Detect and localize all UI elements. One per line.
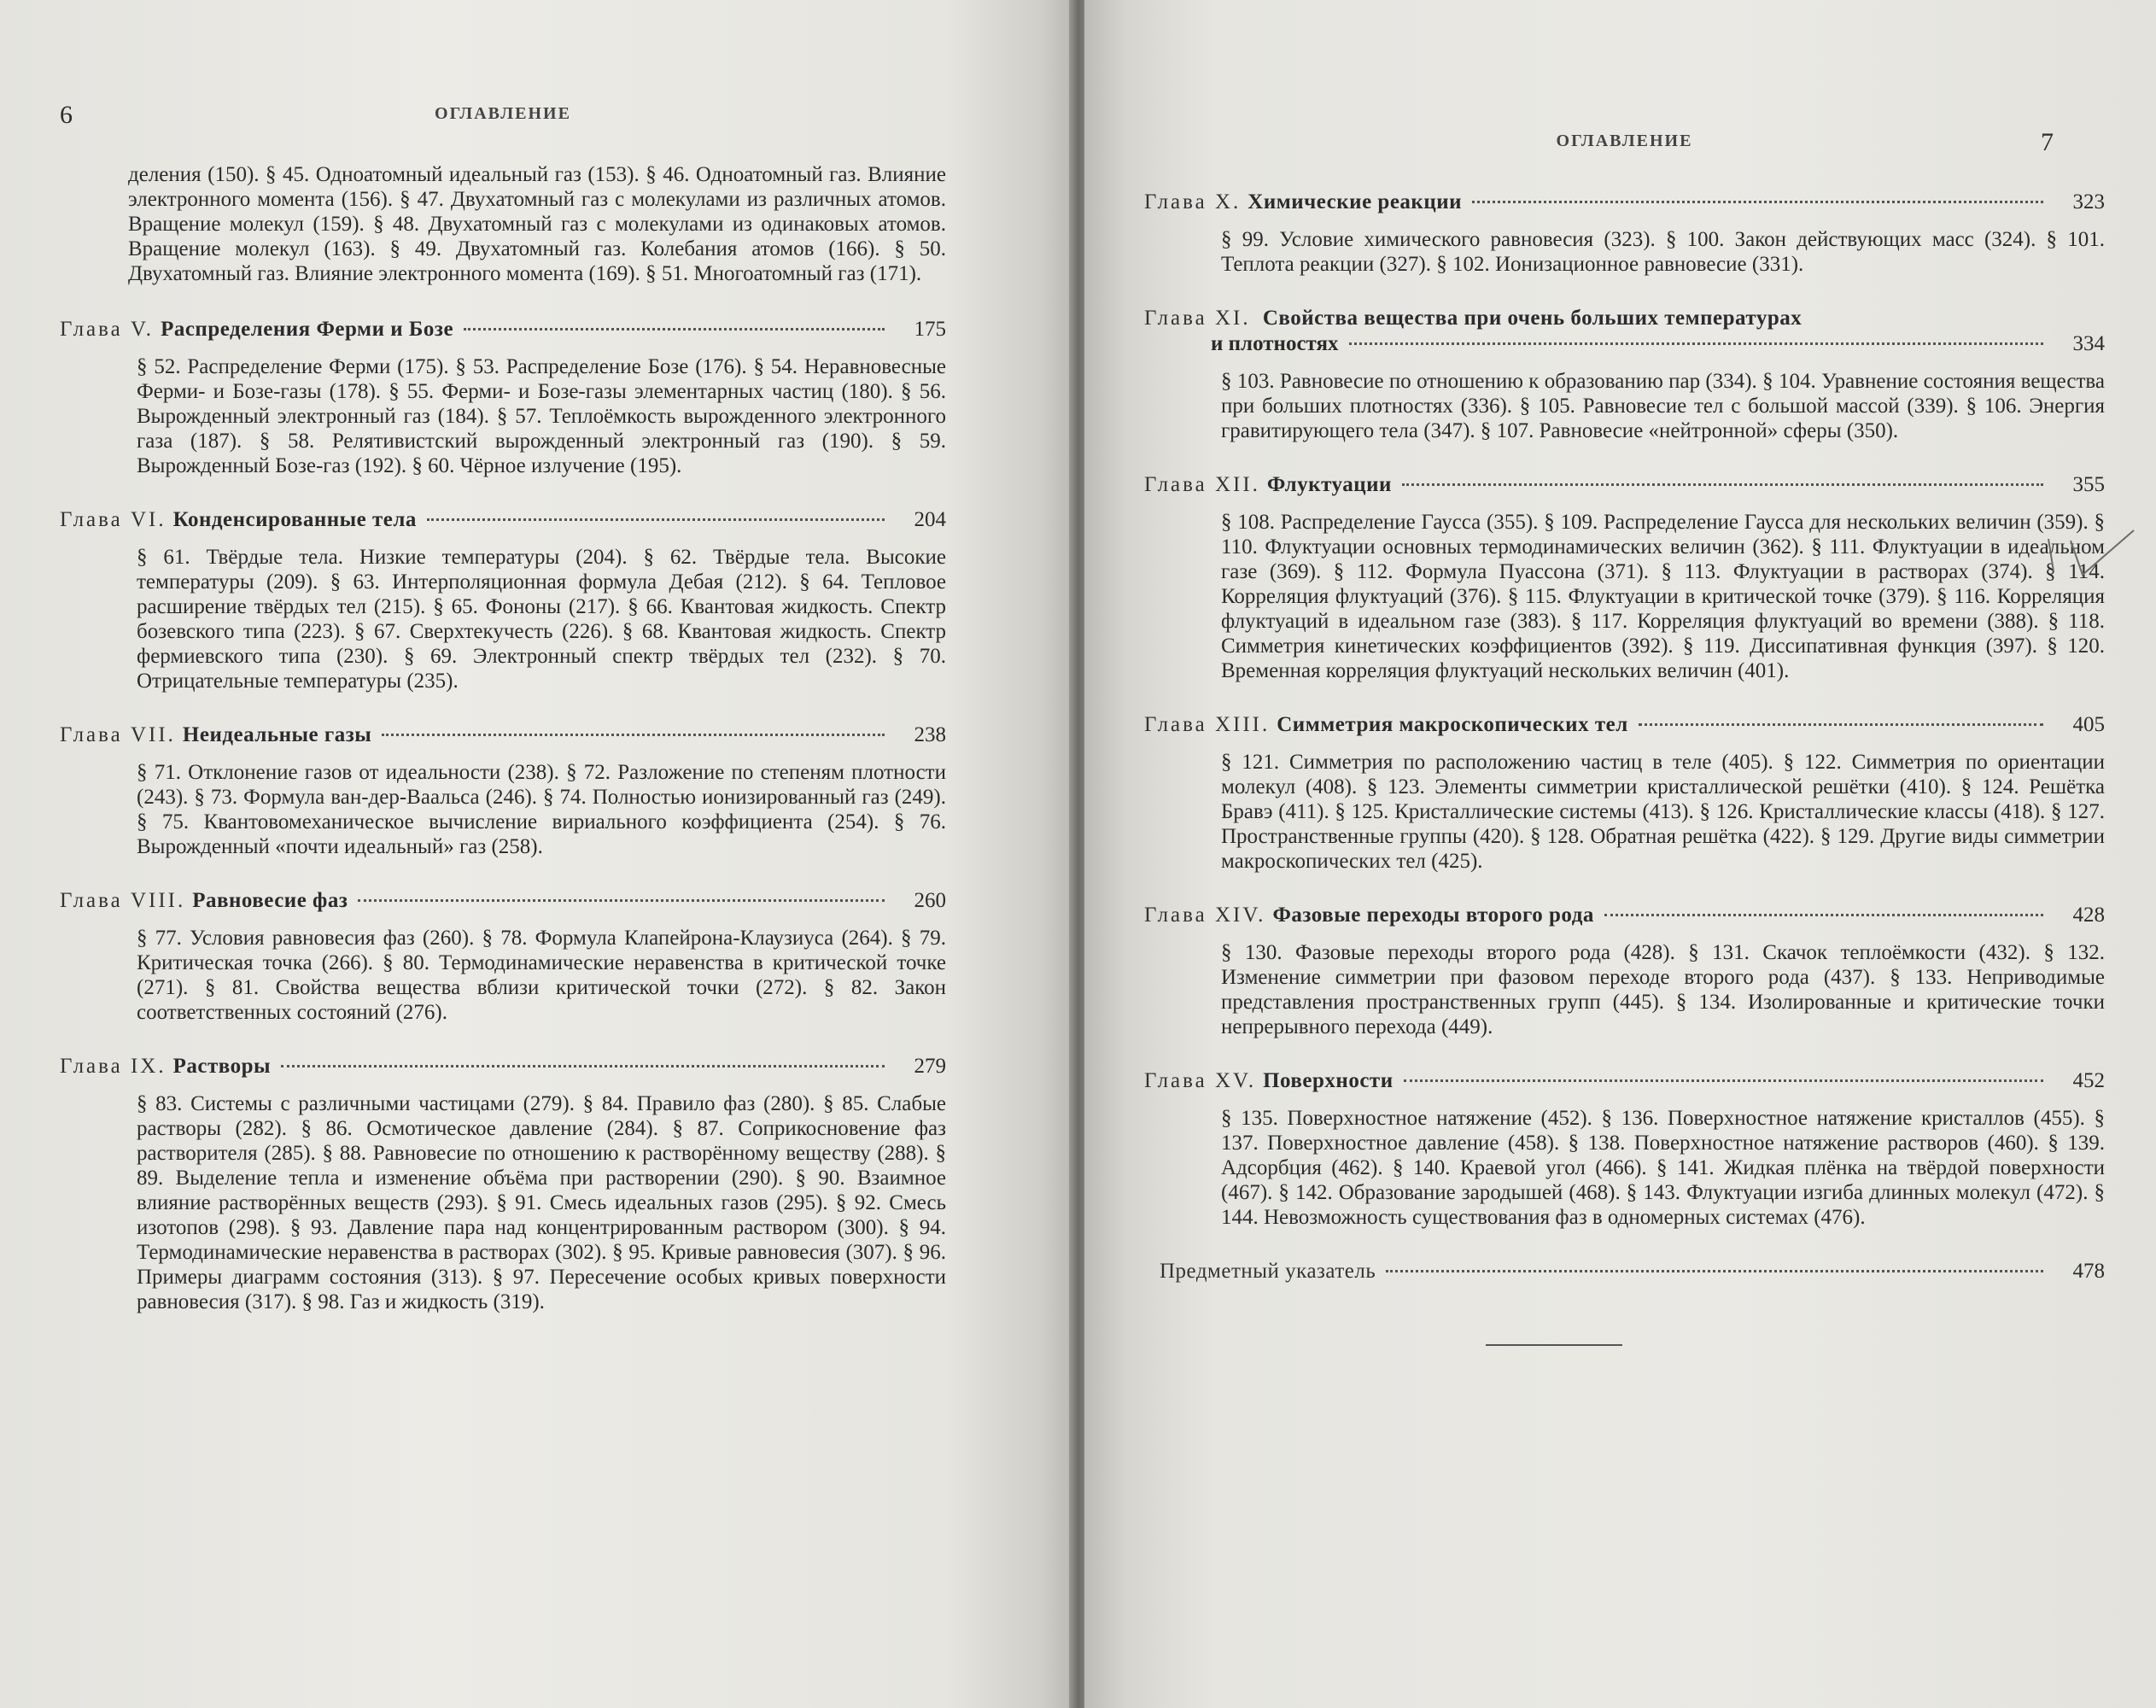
chapter-page: 175: [914, 318, 946, 341]
chapter-sections: § 130. Фазовые переходы второго рода (428). § 131. Скачок теплоёмкости (432). § 132. Изменение симметрии при фазовом переходе второго рода (437). § 133. Неприводимые представления пространственных групп (445). § 134. Изолированные и критические точки непрерывного перехода (449).: [1221, 941, 2105, 1038]
dot-leader: [382, 733, 885, 736]
chapter-label: Глава IX.: [60, 1055, 167, 1078]
chapter-sections: § 52. Распределение Ферми (175). § 53. Распределение Бозе (176). § 54. Неравновесные Ферми- и Бозе-газы (178). § 55. Ферми- и Бозе-газы элементарных частиц (180). § 56. Вырожденный электронный газ (184). § 57. Теплоёмкость вырожденного электронного газа (187). § 58. Релятивистский вырожденный электронный газ (190). § 59. Вырожденный Бозе-газ (192). § 60. Чёрное излучение (195).: [137, 355, 946, 477]
chapter-heading: [60, 1054, 946, 1079]
chapter-title: Растворы: [172, 1055, 272, 1078]
chapter-sections: § 83. Системы с различными частицами (279). § 84. Правило фаз (280). § 85. Слабые растворы (282). § 86. Осмотическое давление (284). § 87. Соприкосновение фаз растворителя (285). § 88. Равновесие по отношению к растворённому веществу (288). § 89. Выделение тепла и изменение объёма при растворении (290). § 90. Взаимное влияние растворённых веществ (293). § 91. Смесь идеальных газов (295). § 92. Смесь изотопов (298). § 93. Давление пара над концентрированным раствором (300). § 94. Термодинамические неравенства в растворах (302). § 95. Кривые равновесия (307). § 96. Примеры диаграмм состояния (313). § 97. Пересечение особых кривых поверхности равновесия (317). § 98. Газ и жидкость (319).: [137, 1092, 946, 1313]
chapter-title: Поверхности: [1263, 1069, 1394, 1092]
chapter-sections: § 99. Условие химического равновесия (323). § 100. Закон действующих масс (324). § 101. Теплота реакции (327). § 102. Ионизационное равновесие (331).: [1221, 228, 2105, 276]
chapter-ix: [60, 1054, 946, 1314]
chapter-vii: [60, 722, 946, 859]
chapter-label: Глава XIV.: [1144, 904, 1266, 927]
chapter-heading: [1144, 1068, 2105, 1094]
chapter-heading: [60, 888, 946, 914]
subject-index-label: Предметный указатель: [1160, 1260, 1376, 1283]
end-rule: [1486, 1344, 1622, 1346]
chapter-title: Распределения Ферми и Бозе: [161, 318, 454, 341]
chapter-vi: [60, 507, 946, 693]
chapter-page: 238: [914, 723, 946, 746]
dot-leader: [1472, 200, 2043, 203]
dot-leader: [1404, 1079, 2043, 1082]
chapter-label: Глава VIII.: [60, 889, 186, 912]
chapter-xiii: [1144, 712, 2105, 874]
subject-index-entry: [1144, 1259, 2105, 1284]
dot-leader: [281, 1064, 885, 1068]
chapter-title: Флуктуации: [1266, 473, 1392, 496]
chapter-sections: § 103. Равновесие по отношению к образованию пар (334). § 104. Уравнение состояния вещества при больших плотностях (336). § 105. Равновесие тел с большой массой (339). § 106. Энергия гравитирующего тела (347). § 107. Равновесие «нейтронной» сферы (350).: [1221, 370, 2105, 442]
chapter-sections: § 71. Отклонение газов от идеальности (238). § 72. Разложение по степеням плотности (243). § 73. Формула ван-дер-Ваальса (246). § 74. Полностью ионизированный газ (249). § 75. Квантовомеханическое вычисление вириального коэффициента (254). § 76. Вырожденный «почти идеальный» газ (258).: [137, 761, 946, 858]
running-title-left: ОГЛАВЛЕНИЕ: [435, 104, 571, 123]
chapter-title-continued: и плотностях: [1211, 332, 1339, 355]
pencil-checkmark-icon: [2045, 524, 2139, 592]
right-page: [1084, 0, 2156, 1708]
dot-leader: [1349, 342, 2043, 345]
chapter-xv: [1144, 1068, 2105, 1230]
chapter-sections: § 61. Твёрдые тела. Низкие температуры (204). § 62. Твёрдые тела. Высокие температуры (209). § 63. Интерполяционная формула Дебая (212). § 64. Тепловое расширение твёрдых тел (215). § 65. Фононы (217). § 66. Квантовая жидкость. Спектр бозевского типа (223). § 67. Сверхтекучесть (226). § 68. Квантовая жидкость. Спектр фермиевского типа (230). § 69. Электронный спектр твёрдых тел (232). § 70. Отрицательные температуры (235).: [137, 546, 946, 693]
subject-index-page: 478: [2072, 1260, 2105, 1283]
chapter-heading: [1144, 472, 2105, 498]
chapter-title: Химические реакции: [1247, 190, 1463, 214]
chapter-heading: [1144, 712, 2105, 738]
chapter-title: Свойства вещества при очень больших температурах: [1262, 307, 1803, 330]
chapter-v: [60, 317, 946, 478]
chapter-heading: [60, 317, 946, 342]
chapter-page: 323: [2072, 190, 2105, 214]
chapter-label: Глава X.: [1144, 190, 1242, 214]
chapter-heading: [60, 722, 946, 748]
chapter-title: Неидеальные газы: [182, 723, 372, 746]
chapter-title-line-1: [1144, 306, 2054, 331]
dot-leader: [358, 898, 885, 902]
chapter-sections: § 108. Распределение Гаусса (355). § 109. Распределение Гаусса для нескольких величин (359). § 110. Флуктуации основных термодинамических величин (362). § 111. Флуктуации в идеальном газе (369). § 112. Формула Пуассона (371). § 113. Флуктуации в растворах (374). § 114. Корреляция флуктуаций (376). § 115. Флуктуации в критической точке (379). § 116. Корреляция флуктуаций в идеальном газе (383). § 117. Корреляция флуктуаций во времени (388). § 118. Симметрия кинетических коэффициентов (392). § 119. Диссипативная функция (397). § 120. Временная корреляция флуктуаций нескольких величин (401).: [1221, 511, 2105, 682]
chapter-label: Глава XIII.: [1144, 713, 1271, 736]
chapter-label: Глава XI.: [1144, 307, 1251, 330]
dot-leader: [464, 327, 885, 330]
chapter-page: 279: [914, 1055, 946, 1078]
left-running-head: [60, 101, 946, 137]
dot-leader: [1639, 722, 2043, 726]
dot-leader: [1604, 913, 2043, 916]
continuation-text: деления (150). § 45. Одноатомный идеальный газ (153). § 46. Одноатомный газ. Влияние электронного момента (156). § 47. Двухатомный газ с молекулами из различных атомов. Вращение молекул (159). § 48. Двухатомный газ с молекулами из одинаковых атомов. Вращение молекул (163). § 49. Двухатомный газ. Колебания атомов (166). § 50. Двухатомный газ. Влияние электронного момента (169). § 51. Многоатомный газ (171).: [128, 163, 946, 285]
chapter-heading: [1144, 306, 2105, 357]
chapter-label: Глава VI.: [60, 508, 167, 531]
chapter-title: Конденсированные тела: [172, 508, 417, 531]
chapter-page: 355: [2072, 473, 2105, 496]
chapter-viii: [60, 888, 946, 1025]
chapter-title: Равновесие фаз: [192, 889, 348, 912]
dot-leader: [427, 518, 885, 521]
chapter-title: Симметрия макроскопических тел: [1277, 713, 1628, 736]
chapter-title-line-2: [1144, 331, 2054, 357]
right-running-head: [1144, 128, 2105, 164]
chapter-page: 405: [2072, 713, 2105, 736]
chapter-xiv: [1144, 903, 2105, 1039]
chapter-label: Глава V.: [60, 318, 155, 341]
chapter-label: Глава XII.: [1144, 473, 1260, 496]
chapter-page: 260: [914, 889, 946, 912]
chapter-sections: § 135. Поверхностное натяжение (452). § 136. Поверхностное натяжение кристаллов (455). § 137. Поверхностное давление (458). § 138. Поверхностное натяжение растворов (460). § 139. Адсорбция (462). § 140. Краевой угол (466). § 141. Жидкая плёнка на твёрдой поверхности (467). § 142. Образование зародышей (468). § 143. Флуктуации изгиба длинных молекул (472). § 144. Невозможность существования фаз в одномерных системах (476).: [1221, 1107, 2105, 1229]
chapter-page: 204: [914, 508, 946, 531]
left-page: [0, 0, 1074, 1708]
chapter-heading: [60, 507, 946, 533]
dot-leader: [1402, 483, 2043, 486]
chapter-xii: [1144, 472, 2105, 683]
dot-leader: [1386, 1269, 2043, 1272]
chapter-heading: [1144, 190, 2105, 215]
chapter-x: [1144, 190, 2105, 277]
chapter-label: Глава XV.: [1144, 1069, 1257, 1092]
page-number-right: 7: [2041, 128, 2054, 156]
chapter-sections: § 121. Симметрия по расположению частиц в теле (405). § 122. Симметрия по ориентации молекул (408). § 123. Элементы симметрии кристаллической решётки (410). § 124. Решётка Бравэ (411). § 125. Кристаллические системы (413). § 126. Кристаллические классы (418). § 127. Пространственные группы (420). § 128. Обратная решётка (422). § 129. Другие виды симметрии макроскопических тел (425).: [1221, 751, 2105, 873]
chapter-page: 334: [2072, 332, 2105, 355]
chapter-heading: [1144, 903, 2105, 928]
chapter-page: 428: [2072, 904, 2105, 927]
chapter-sections: § 77. Условия равновесия фаз (260). § 78. Формула Клапейрона-Клаузиуса (264). § 79. Критическая точка (266). § 80. Термодинамические неравенства в критической точке (271). § 81. Свойства вещества вблизи критической точки (272). § 82. Закон соответственных состояний (276).: [137, 927, 946, 1024]
chapter-title: Фазовые переходы второго рода: [1272, 904, 1594, 927]
chapter-xi: [1144, 306, 2105, 443]
chapter-title-block: [1144, 306, 2054, 357]
running-title-right: ОГЛАВЛЕНИЕ: [1556, 132, 1693, 150]
chapter-label: Глава VII.: [60, 723, 176, 746]
chapter-page: 452: [2072, 1069, 2105, 1092]
page-number-left: 6: [60, 101, 73, 129]
